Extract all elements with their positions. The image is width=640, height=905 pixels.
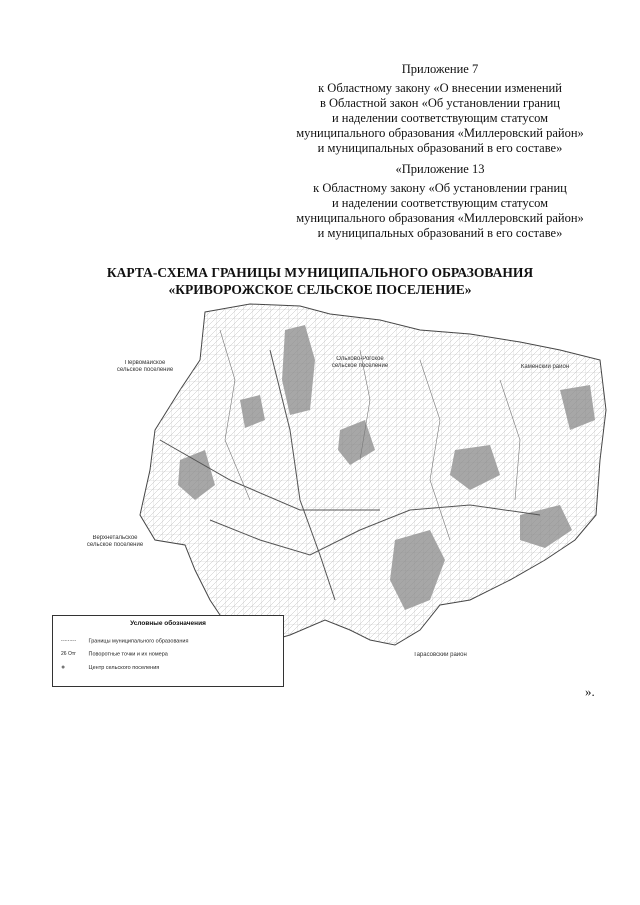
boundary-line-symbol: -·-·-·-·- <box>61 638 76 644</box>
appendix-7-line: к Областному закону «О внесении изменений <box>318 81 562 95</box>
closing-quote-mark: ». <box>585 684 595 699</box>
appendix-7-heading: Приложение 7 <box>401 62 479 76</box>
legend-item-label: Центр сельского поселения <box>88 664 160 671</box>
neighbor-label-top-left: Первомайское сельское поселение <box>116 360 174 373</box>
legend-item-boundary <box>61 638 188 644</box>
appendix-13-line: и муниципальных образований в его составе» <box>317 226 563 240</box>
turning-point-symbol: 26 Отг <box>61 651 76 657</box>
map-legend <box>52 615 284 687</box>
settlement-center-icon: ● <box>61 664 66 671</box>
appendix-7-line: муниципального образования «Миллеровский район» <box>296 126 584 140</box>
legend-item-turning-points <box>61 651 168 657</box>
legend-item-label: Поворотные точки и их номера <box>88 651 168 658</box>
legend-item-label: Границы муниципального образования <box>88 638 189 645</box>
appendix-7-line: и наделении соответствующим статусом <box>331 111 549 125</box>
neighbor-label-top-center: Ольхово-Рогское сельское поселение <box>331 356 389 369</box>
title-line: КАРТА-СХЕМА ГРАНИЦЫ МУНИЦИПАЛЬНОГО ОБРАЗОВАНИЯ <box>106 265 534 280</box>
title-line: «КРИВОРОЖСКОЕ СЕЛЬСКОЕ ПОСЕЛЕНИЕ» <box>168 282 472 297</box>
appendix-13-block <box>250 162 630 241</box>
neighbor-label-left: Верхнетальское сельское поселение <box>86 535 144 548</box>
legend-item-center <box>61 664 159 671</box>
appendix-7-line: и муниципальных образований в его составе» <box>317 141 563 155</box>
appendix-13-heading: «Приложение 13 <box>395 162 485 176</box>
appendix-13-line: и наделении соответствующим статусом <box>331 196 549 210</box>
appendix-7-block <box>250 62 630 156</box>
legend-title: Условные обозначения <box>130 620 206 627</box>
neighbor-label-right: Каменский район <box>520 364 570 370</box>
appendix-13-line: муниципального образования «Миллеровский район» <box>296 211 584 225</box>
neighbor-label-bottom: Тарасовский район <box>413 652 467 658</box>
document-title <box>0 264 640 298</box>
appendix-13-line: к Областному закону «Об установлении границ <box>313 181 567 195</box>
appendix-7-line: в Областной закон «Об установлении границ <box>319 96 560 110</box>
